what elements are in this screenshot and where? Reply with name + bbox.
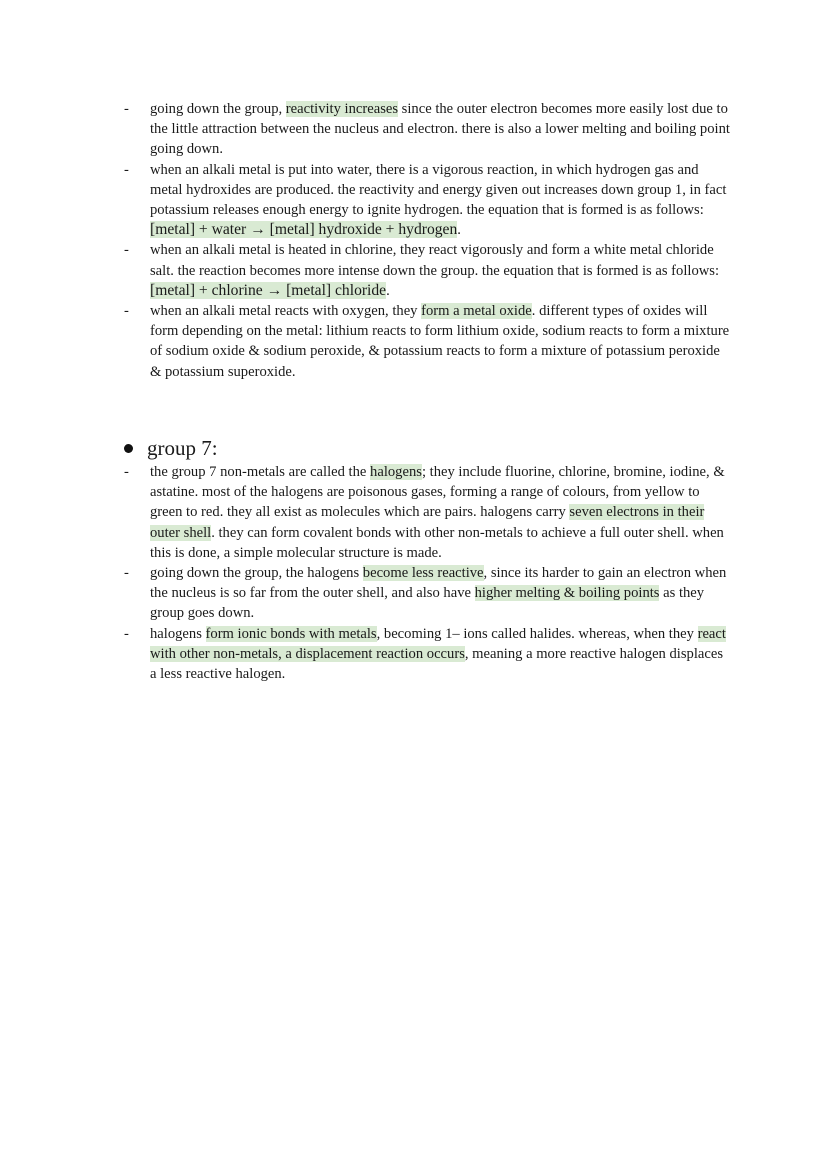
dash-bullet-icon: - bbox=[124, 161, 129, 178]
dash-bullet-icon: - bbox=[124, 464, 129, 480]
highlighted-text: form ionic bonds with metals bbox=[205, 625, 377, 642]
list-item bbox=[118, 301, 730, 382]
text-segment: halogens bbox=[150, 625, 206, 642]
text-segment: going down the group, the halogens bbox=[150, 565, 363, 582]
highlighted-text: [metal] + water → [metal] hydroxide + hydrogen bbox=[150, 221, 458, 239]
text-segment: since the outer electron becomes more easily lost due to the little attraction between the nucleus and electron. there is also a lower melting and boiling point going down. bbox=[150, 101, 730, 158]
highlighted-text: seven electrons in their outer shell bbox=[150, 504, 705, 541]
text-segment: , meaning a more reactive halogen displaces a less reactive halogen. bbox=[150, 645, 723, 683]
list-item bbox=[118, 624, 730, 685]
highlighted-text: higher melting & boiling points bbox=[474, 585, 660, 602]
dash-bullet-icon: - bbox=[124, 625, 129, 642]
text-segment: when an alkali metal reacts with oxygen, they bbox=[150, 303, 422, 320]
highlighted-text: reactivity increases bbox=[285, 101, 399, 117]
highlighted-text: halogens bbox=[370, 464, 422, 480]
group-1-list bbox=[118, 99, 730, 382]
group-7-heading bbox=[124, 434, 218, 462]
text-segment: ; they include fluorine, chlorine, bromine, iodine, & astatine. most of the halogens are poisonous gases, forming a range of colours, from yellow to green to red. they all exist as molecules which are pairs. halogens carry bbox=[150, 464, 725, 521]
list-item bbox=[118, 240, 730, 301]
highlighted-text: form a metal oxide bbox=[421, 303, 532, 320]
list-item bbox=[118, 462, 730, 563]
group-7-heading-text: group 7: bbox=[147, 436, 218, 460]
text-segment: . bbox=[457, 222, 461, 239]
text-segment: . bbox=[386, 282, 390, 299]
list-item bbox=[118, 160, 730, 241]
text-segment: , becoming 1– ions called halides. whereas, when they bbox=[376, 625, 698, 642]
highlighted-text: become less reactive bbox=[362, 565, 484, 582]
highlighted-text: react with other non-metals, a displacement reaction occurs bbox=[150, 625, 726, 662]
dash-bullet-icon: - bbox=[124, 101, 129, 117]
group-7-list bbox=[118, 462, 730, 684]
dash-bullet-icon: - bbox=[124, 242, 129, 259]
text-segment: when an alkali metal is put into water, there is a vigorous reaction, in which hydrogen gas and metal hydroxides are produced. the reactivity and energy given out increases down group 1, in fact potassium releases enough energy to ignite hydrogen. the equation that is formed is as follows: bbox=[150, 161, 727, 219]
text-segment: , since its harder to gain an electron when the nucleus is so far from the outer shell, and also have bbox=[150, 565, 727, 602]
text-segment: the group 7 non-metals are called the bbox=[150, 464, 371, 480]
text-segment: going down the group, bbox=[150, 101, 286, 117]
dash-bullet-icon: - bbox=[124, 565, 129, 582]
bullet-icon bbox=[124, 444, 133, 453]
dash-bullet-icon: - bbox=[124, 303, 129, 320]
text-segment: . they can form covalent bonds with other non-metals to achieve a full outer shell. when this is done, a simple molecular structure is made. bbox=[150, 524, 724, 561]
text-segment: as they group goes down. bbox=[150, 585, 705, 622]
text-segment: . different types of oxides will form depending on the metal: lithium reacts to form lithium oxide, sodium reacts to form a mixture of sodium oxide & sodium peroxide, & potassium reacts to form a mixture of potassium peroxide & potassium superoxide. bbox=[150, 303, 730, 380]
list-item bbox=[118, 563, 730, 624]
highlighted-text: [metal] + chlorine → [metal] chloride bbox=[150, 281, 387, 299]
list-item bbox=[118, 99, 730, 160]
text-segment: when an alkali metal is heated in chlorine, they react vigorously and form a white metal chloride salt. the reaction becomes more intense down the group. the equation that is formed is as follows: bbox=[150, 242, 720, 279]
